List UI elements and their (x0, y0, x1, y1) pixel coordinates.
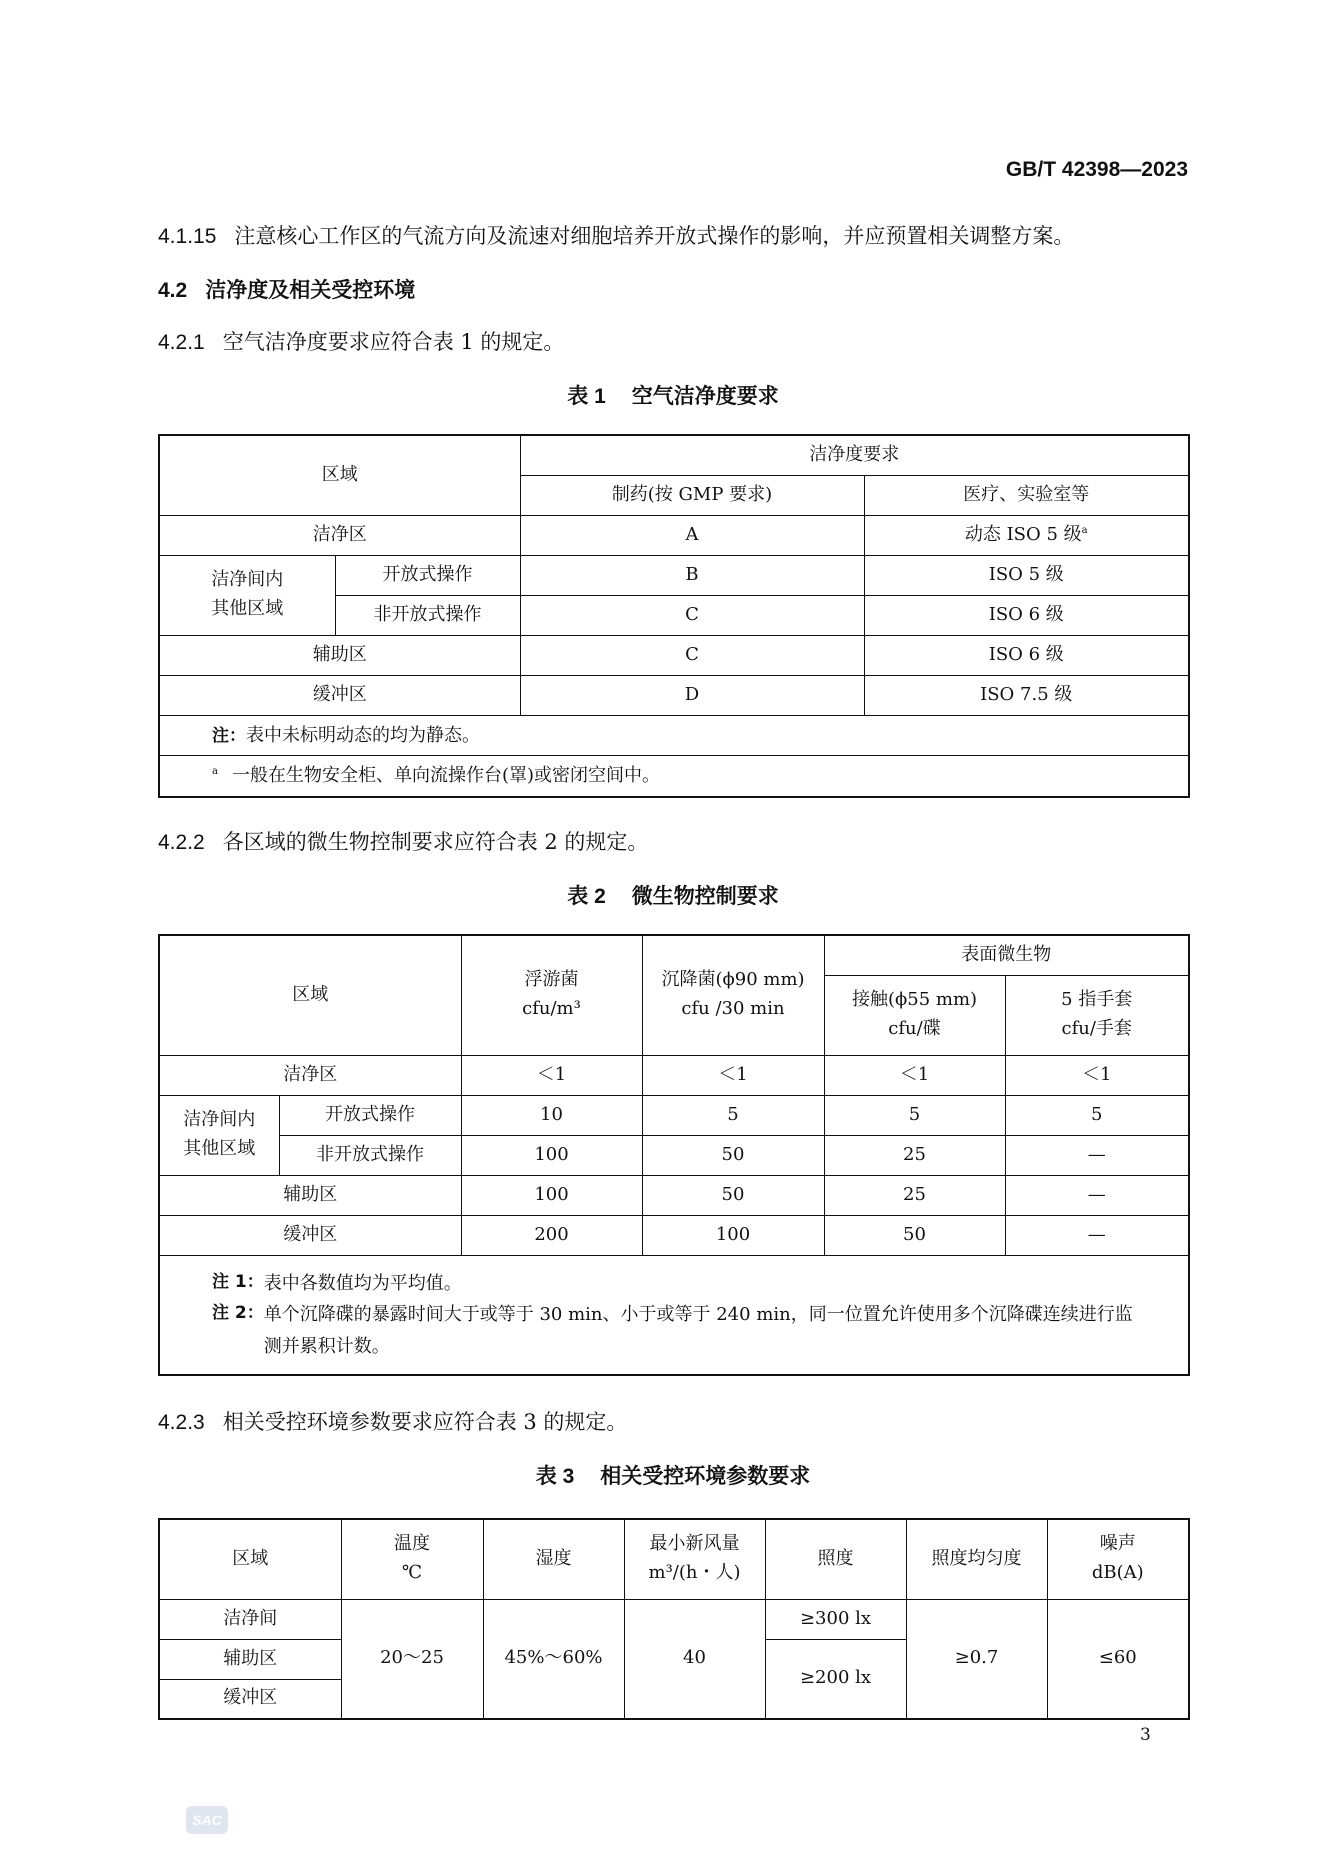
area-group-cell: 洁净间内其他区域 (159, 555, 335, 635)
table-row (159, 1175, 1189, 1215)
clause-text: 空气洁净度要求应符合表 1 的规定。 (222, 330, 565, 354)
value-cell: 5 (642, 1095, 824, 1135)
area-cell: 辅助区 (159, 635, 520, 675)
table-caption-number: 表 3 (535, 1465, 575, 1488)
value-cell: 100 (461, 1175, 642, 1215)
value-cell: — (1005, 1215, 1189, 1255)
medical-cell: ISO 6 级 (864, 595, 1189, 635)
header-area: 区域 (159, 435, 520, 515)
page-number: 3 (1140, 1725, 1151, 1745)
clause-4-2-1 (158, 326, 564, 356)
section-number: 4.2 (158, 279, 188, 302)
clause-number: 4.2.1 (158, 331, 205, 354)
temp-cell: 20～25 (341, 1599, 483, 1719)
illuminance-cell: ≥200 lx (765, 1639, 906, 1719)
value-cell: ＜1 (642, 1055, 824, 1095)
value-cell: ＜1 (1005, 1055, 1189, 1095)
header-humidity: 湿度 (483, 1519, 624, 1599)
area-cell: 辅助区 (159, 1639, 341, 1679)
table-row (159, 1055, 1189, 1095)
sub-area-cell: 非开放式操作 (279, 1135, 461, 1175)
area-cell: 缓冲区 (159, 675, 520, 715)
note-label: 注： (212, 725, 246, 746)
area-cell: 缓冲区 (159, 1679, 341, 1719)
table-row (159, 515, 1189, 555)
header-cleanliness: 洁净度要求 (520, 435, 1189, 475)
value-cell: 5 (824, 1095, 1005, 1135)
humidity-cell: 45%～60% (483, 1599, 624, 1719)
area-cell: 缓冲区 (159, 1215, 461, 1255)
noise-cell: ≤60 (1047, 1599, 1189, 1719)
table-caption-number: 表 2 (567, 885, 606, 908)
table2-notes (159, 1255, 1189, 1375)
header-pharma: 制药(按 GMP 要求) (520, 475, 864, 515)
table-row (159, 1135, 1189, 1175)
pharma-cell: D (520, 675, 864, 715)
note-1: 注 1： 表中各数值均为平均值。 (212, 1271, 462, 1294)
note-text: 表中未标明动态的均为静态。 (246, 724, 480, 746)
medical-cell (864, 515, 1189, 555)
section-title: 洁净度及相关受控环境 (205, 279, 416, 302)
fresh-air-cell: 40 (624, 1599, 765, 1719)
footnote-text: 一般在生物安全柜、单向流操作台(罩)或密闭空间中。 (231, 765, 661, 787)
sub-area-cell: 开放式操作 (335, 555, 520, 595)
uniformity-cell: ≥0.7 (906, 1599, 1047, 1719)
sub-area-cell: 开放式操作 (279, 1095, 461, 1135)
value-cell: 50 (642, 1175, 824, 1215)
medical-value: 动态 ISO 5 级 (964, 523, 1082, 545)
clause-4-1-15 (158, 220, 1074, 250)
header-noise: 噪声 dB(A) (1047, 1519, 1189, 1599)
table1-footnote (159, 756, 1189, 797)
table-row (159, 1095, 1189, 1135)
header-surface: 表面微生物 (824, 935, 1189, 975)
header-area: 区域 (159, 935, 461, 1055)
table-row (159, 635, 1189, 675)
value-cell: 25 (824, 1175, 1005, 1215)
clause-number: 4.2.3 (158, 1411, 205, 1434)
clause-number: 4.1.15 (158, 225, 217, 248)
table-row (159, 1599, 1189, 1639)
header-fresh-air: 最小新风量 m³/(h・人) (624, 1519, 765, 1599)
medical-cell: ISO 7.5 级 (864, 675, 1189, 715)
clause-text: 注意核心工作区的气流方向及流速对细胞培养开放式操作的影响，并应预置相关调整方案。 (234, 224, 1075, 248)
standard-number: GB/T 42398—2023 (1005, 158, 1188, 181)
header-airborne: 浮游菌 cfu/m³ (461, 935, 642, 1055)
header-uniformity: 照度均匀度 (906, 1519, 1047, 1599)
header-illuminance: 照度 (765, 1519, 906, 1599)
table2-microbial-control (158, 934, 1190, 1376)
value-cell: ＜1 (461, 1055, 642, 1095)
table-caption-title: 微生物控制要求 (631, 885, 779, 908)
table-row (159, 675, 1189, 715)
table1-note (159, 715, 1189, 756)
area-cell: 洁净区 (159, 515, 520, 555)
header-contact: 接触(ϕ55 mm) cfu/碟 (824, 975, 1005, 1055)
pharma-cell: C (520, 595, 864, 635)
area-group-cell: 洁净间内其他区域 (159, 1095, 279, 1175)
pharma-cell: B (520, 555, 864, 595)
value-cell: — (1005, 1175, 1189, 1215)
sub-area-cell: 非开放式操作 (335, 595, 520, 635)
value-cell: 100 (461, 1135, 642, 1175)
header-temp: 温度 ℃ (341, 1519, 483, 1599)
sac-logo: SAC (186, 1806, 228, 1834)
header-medical: 医疗、实验室等 (864, 475, 1189, 515)
table3-caption (158, 1460, 1188, 1490)
footnote-mark: a (212, 766, 218, 778)
table1-air-cleanliness (158, 434, 1190, 798)
value-cell: 5 (1005, 1095, 1189, 1135)
value-cell: 25 (824, 1135, 1005, 1175)
value-cell: 100 (642, 1215, 824, 1255)
clause-text: 各区域的微生物控制要求应符合表 2 的规定。 (222, 830, 649, 854)
medical-cell: ISO 5 级 (864, 555, 1189, 595)
footnote-mark: a (1081, 524, 1088, 536)
pharma-cell: A (520, 515, 864, 555)
table-caption-title: 相关受控环境参数要求 (600, 1465, 811, 1488)
header-settling: 沉降菌(ϕ90 mm) cfu /30 min (642, 935, 824, 1055)
illuminance-cell: ≥300 lx (765, 1599, 906, 1639)
table1-caption (158, 380, 1188, 410)
clause-4-2-2 (158, 826, 648, 856)
value-cell: 50 (642, 1135, 824, 1175)
pharma-cell: C (520, 635, 864, 675)
value-cell: 10 (461, 1095, 642, 1135)
value-cell: 50 (824, 1215, 1005, 1255)
medical-cell: ISO 6 级 (864, 635, 1189, 675)
value-cell: — (1005, 1135, 1189, 1175)
header-glove: 5 指手套 cfu/手套 (1005, 975, 1189, 1055)
area-cell: 洁净间 (159, 1599, 341, 1639)
table-row (159, 1215, 1189, 1255)
clause-4-2-3 (158, 1406, 627, 1436)
note-2: 注 2： 单个沉降碟的暴露时间大于或等于 30 min、小于或等于 240 min，同一位置允许使用多个沉降碟连续进行监测并累积计数。 (212, 1303, 1133, 1357)
section-heading-4-2 (158, 274, 415, 304)
area-cell: 洁净区 (159, 1055, 461, 1095)
table3-environment-params (158, 1518, 1190, 1720)
clause-text: 相关受控环境参数要求应符合表 3 的规定。 (222, 1410, 628, 1434)
table-row (159, 555, 1189, 595)
table2-caption (158, 880, 1188, 910)
value-cell: ＜1 (824, 1055, 1005, 1095)
table-caption-title: 空气洁净度要求 (631, 385, 779, 408)
area-cell: 辅助区 (159, 1175, 461, 1215)
clause-number: 4.2.2 (158, 831, 205, 854)
table-caption-number: 表 1 (567, 385, 606, 408)
header-area: 区域 (159, 1519, 341, 1599)
value-cell: 200 (461, 1215, 642, 1255)
